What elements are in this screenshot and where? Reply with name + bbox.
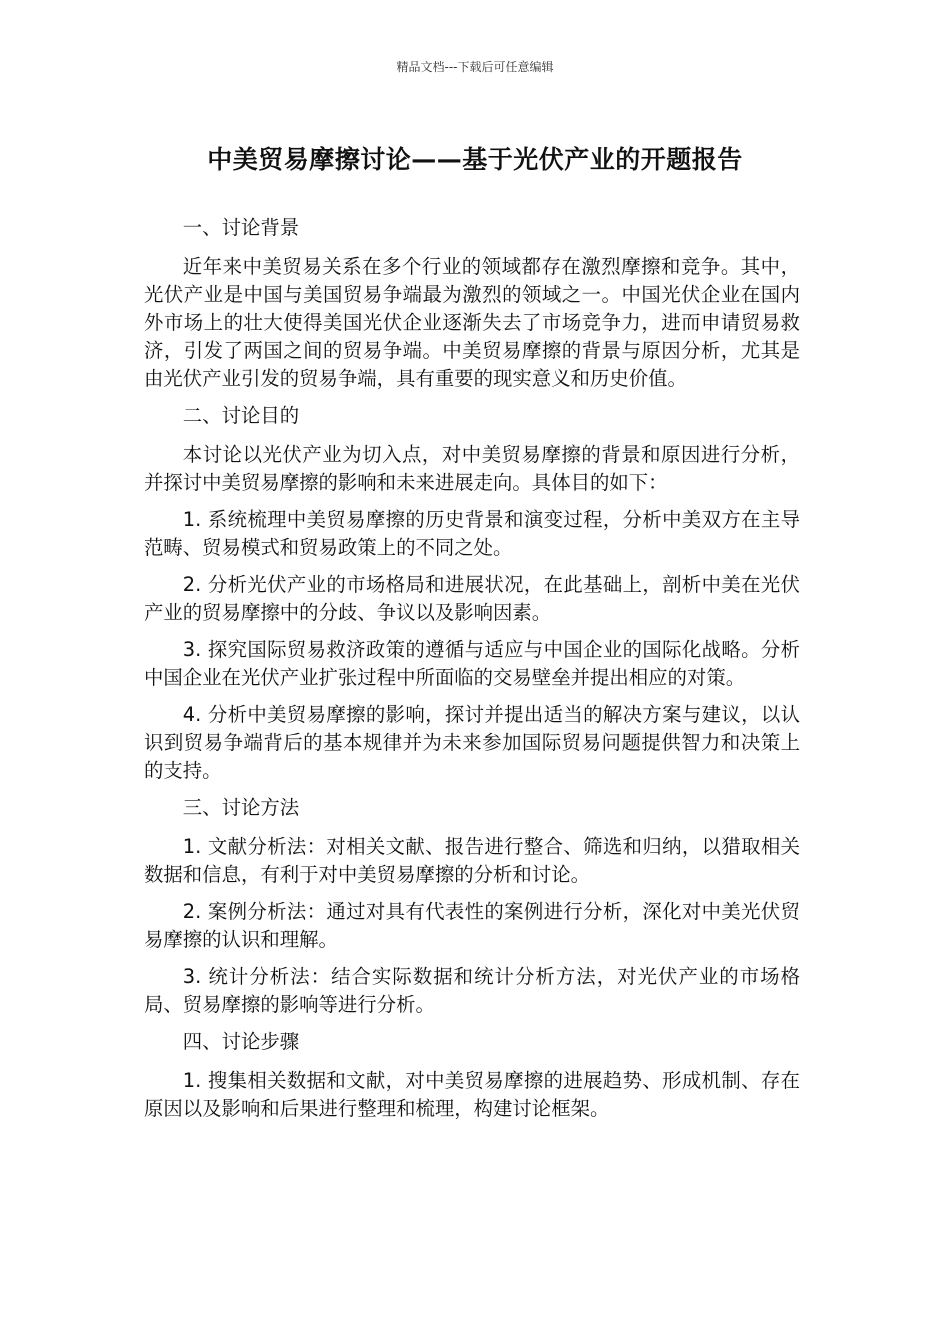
list-item: 2. 案例分析法：通过对具有代表性的案例进行分析，深化对中美光伏贸易摩擦的认识和理解。 (144, 900, 800, 951)
paragraph: 本讨论以光伏产业为切入点，对中美贸易摩擦的背景和原因进行分析，并探讨中美贸易摩擦的影响和未来进展走向。具体目的如下： (144, 443, 800, 494)
paragraph: 近年来中美贸易关系在多个行业的领域都存在激烈摩擦和竞争。其中，光伏产业是中国与美国贸易争端最为激烈的领域之一。中国光伏企业在国内外市场上的壮大使得美国光伏企业逐渐失去了市场竞争力，进而申请贸易救济，引发了两国之间的贸易争端。中美贸易摩擦的背景与原因分析，尤其是由光伏产业引发的贸易争端，具有重要的现实意义和历史价值。 (144, 255, 800, 390)
list-item: 2. 分析光伏产业的市场格局和进展状况，在此基础上，剖析中美在光伏产业的贸易摩擦中的分歧、争议以及影响因素。 (144, 573, 800, 624)
document-title: 中美贸易摩擦讨论——基于光伏产业的开题报告 (207, 145, 743, 174)
section-heading-background: 一、讨论背景 (182, 216, 300, 239)
list-item: 1. 搜集相关数据和文献，对中美贸易摩擦的进展趋势、形成机制、存在原因以及影响和后果进行整理和梳理，构建讨论框架。 (144, 1069, 800, 1120)
list-item: 4. 分析中美贸易摩擦的影响，探讨并提出适当的解决方案与建议，以认识到贸易争端背后的基本规律并为未来参加国际贸易问题提供智力和决策上的支持。 (144, 703, 800, 782)
list-item: 3. 统计分析法：结合实际数据和统计分析方法，对光伏产业的市场格局、贸易摩擦的影响等进行分析。 (144, 965, 800, 1016)
list-item: 1. 文献分析法：对相关文献、报告进行整合、筛选和归纳，以猎取相关数据和信息，有利于对中美贸易摩擦的分析和讨论。 (144, 835, 800, 886)
list-item: 3. 探究国际贸易救济政策的遵循与适应与中国企业的国际化战略。分析中国企业在光伏产业扩张过程中所面临的交易壁垒并提出相应的对策。 (144, 638, 800, 689)
page-header: 精品文档---下载后可任意编辑 (396, 60, 554, 74)
section-heading-steps: 四、讨论步骤 (182, 1030, 300, 1053)
list-item: 1. 系统梳理中美贸易摩擦的历史背景和演变过程，分析中美双方在主导范畴、贸易模式和贸易政策上的不同之处。 (144, 508, 800, 559)
section-heading-methods: 三、讨论方法 (182, 796, 300, 819)
section-heading-purpose: 二、讨论目的 (182, 404, 300, 427)
document-body (144, 214, 800, 1132)
